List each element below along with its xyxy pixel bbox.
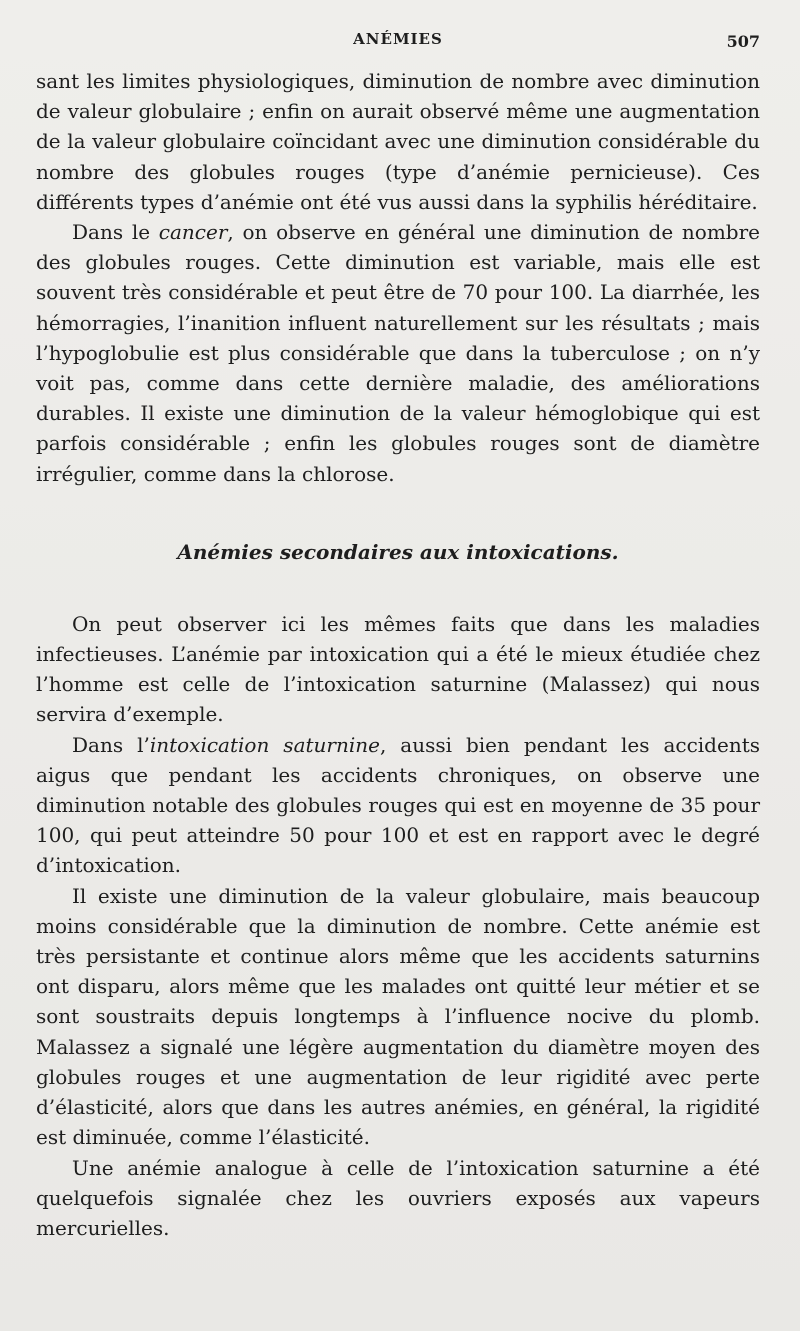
paragraph-mercury: Une anémie analogue à celle de l’intoxication saturnine a été quelquefois signalée chez les ouvriers exposés aux vapeurs mercurielles. — [36, 1155, 760, 1240]
paragraph-continuation: sant les limites physiologiques, diminution de nombre avec diminution de valeur globulaire ; enfin on aurait observé même une augmentation de la valeur globulaire coïncidant avec une diminution considérable du nombre des globules rouges (type d’anémie pernicieuse). Ces différents types d’anémie ont été vus aussi dans la syphilis héréditaire. — [36, 69, 760, 214]
paragraph-saturnine-text: , aussi bien pendant les accidents aigus que pendant les accidents chroniques, on observe une diminution notable des globules rouges qui est en moyenne de 35 pour 100, qui peut atteindre 50 pour 100 et est en rapport avec le degré d’intoxication. — [36, 732, 760, 878]
running-header-title: ANÉMIES — [353, 30, 443, 48]
section-spacer-top — [36, 489, 760, 537]
section-title: Anémies secondaires aux intoxications. — [177, 539, 619, 564]
term-intoxication-saturnine: intoxication saturnine — [149, 732, 380, 757]
paragraph-intoxications-intro: On peut observer ici les mêmes faits que dans les maladies infectieuses. L’anémie par intoxication qui a été le mieux étudiée chez l’homme est celle de l’intoxication saturnine (Malassez) qui nous servira d’exemple. — [36, 611, 760, 727]
body-text — [36, 66, 760, 1243]
paragraph-cancer — [36, 217, 760, 489]
paragraph-cancer-text: , on observe en général une diminution de nombre des globules rouges. Cette diminution est variable, mais elle est souvent très considérable et peut être de 70 pour 100. La diarrhée, les hémorragies, l’inanition influent naturellement sur les résultats ; mais l’hypoglobulie est plus considérable que dans la tuberculose ; on n’y voit pas, comme dans cette dernière maladie, des améliorations durables. Il existe une diminution de la valeur hémoglobique qui est parfois considérable ; enfin les globules rouges sont de diamètre irrégulier, comme dans la chlorose. — [36, 220, 760, 486]
paragraph-saturnine-lead: Dans l’ — [72, 732, 150, 757]
paragraph-saturnine — [36, 730, 760, 881]
section-spacer-bottom — [36, 567, 760, 609]
page-number: 507 — [726, 32, 760, 51]
running-header — [36, 26, 760, 54]
term-cancer: cancer — [158, 220, 228, 245]
paragraph-globular-value: Il existe une diminution de la valeur globulaire, mais beaucoup moins considérable que la diminution de nombre. Cette anémie est très persistante et continue alors même que les accidents saturnins ont disparu, alors même que les malades ont quitté leur métier et se sont soustraits depuis longtemps à l’influence nocive du plomb. Malassez a signalé une légère augmentation du diamètre moyen des globules rouges et une augmentation de leur rigidité avec perte d’élasticité, alors que dans les autres anémies, en général, la rigidité est diminuée, comme l’élasticité. — [36, 883, 760, 1150]
paragraph-cancer-lead: Dans le — [72, 220, 159, 245]
